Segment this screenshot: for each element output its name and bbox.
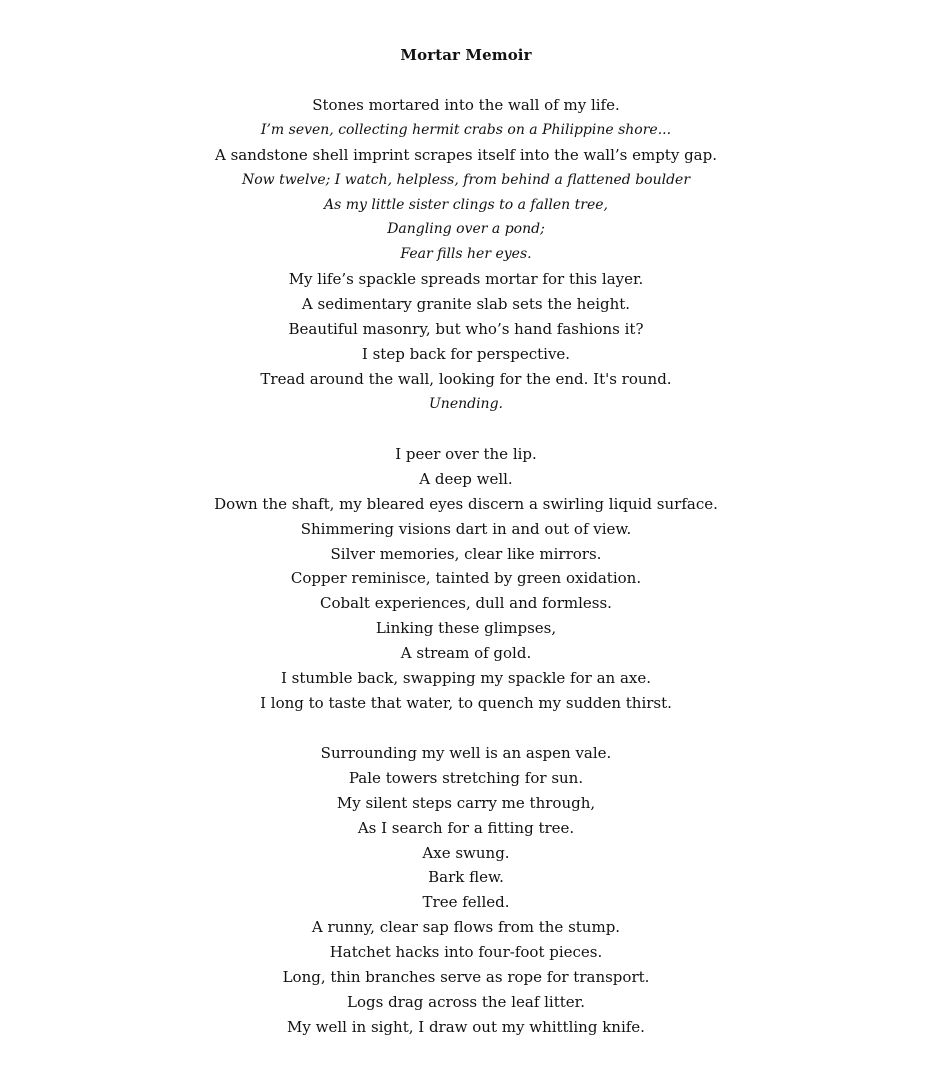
poem-line: Down the shaft, my bleared eyes discern a swirling liquid surface. [214, 494, 718, 513]
poem-line: I step back for perspective. [361, 344, 571, 363]
poem-line: Surrounding my well is an aspen vale. [320, 744, 612, 762]
poem-line: A runny, clear sap flows from the stump. [311, 918, 621, 937]
poem-line: Copper reminisce, tainted by green oxidation. [290, 569, 642, 588]
poem-line: Pale towers stretching for sun. [348, 768, 584, 787]
poem-line: Beautiful masonry, but who’s hand fashions it? [288, 320, 644, 339]
poem-line: I long to taste that water, to quench my sudden thirst. [260, 693, 672, 712]
poem-line: As my little sister clings to a fallen tree, [324, 196, 608, 213]
poem-line: My silent steps carry me through, [336, 793, 596, 812]
poem-line: I stumble back, swapping my spackle for an axe. [280, 669, 651, 688]
poem-line: Unending. [429, 395, 503, 412]
poem-line: Dangling over a pond; [387, 221, 545, 238]
poem-line: Bark flew. [428, 868, 504, 887]
poem-line: I peer over the lip. [395, 445, 537, 463]
poem-line: A stream of gold. [400, 644, 532, 663]
poem-line: Long, thin branches serve as rope for transport. [282, 968, 650, 987]
poem-line: Shimmering visions dart in and out of view. [300, 519, 632, 538]
stanza-2 [0, 442, 932, 716]
poem-line: As I search for a fitting tree. [357, 818, 575, 837]
poem-line: A sandstone shell imprint scrapes itself into the wall’s empty gap. [214, 145, 717, 164]
poem-line: Silver memories, clear like mirrors. [330, 544, 602, 563]
poem-line: Linking these glimpses, [375, 619, 557, 638]
stanza-3 [0, 741, 932, 1040]
poem-line: Logs drag across the leaf litter. [347, 992, 585, 1011]
poem-line: Now twelve; I watch, helpless, from behind a flattened boulder [241, 171, 691, 188]
poem-line: Stones mortared into the wall of my life. [312, 96, 620, 114]
stanza-1 [0, 93, 932, 417]
poem-line: Cobalt experiences, dull and formless. [320, 594, 612, 613]
poem-line: Hatchet hacks into four-foot pieces. [329, 943, 603, 962]
poem-line: Fear fills her eyes. [400, 246, 532, 263]
poem-line: My life’s spackle spreads mortar for this layer. [288, 270, 644, 289]
poem-line: My well in sight, I draw out my whittling knife. [287, 1017, 645, 1036]
poem-line: Tread around the wall, looking for the end. It's round. [260, 369, 672, 388]
poem-line: Tree felled. [422, 893, 510, 912]
poem-title: Mortar Memoir [400, 46, 532, 64]
poem-line: A sedimentary granite slab sets the height. [301, 295, 631, 314]
poem-line: A deep well. [419, 469, 513, 488]
poem-line: Axe swung. [422, 843, 510, 862]
poem-line: I’m seven, collecting hermit crabs on a Philippine shore... [260, 121, 672, 138]
